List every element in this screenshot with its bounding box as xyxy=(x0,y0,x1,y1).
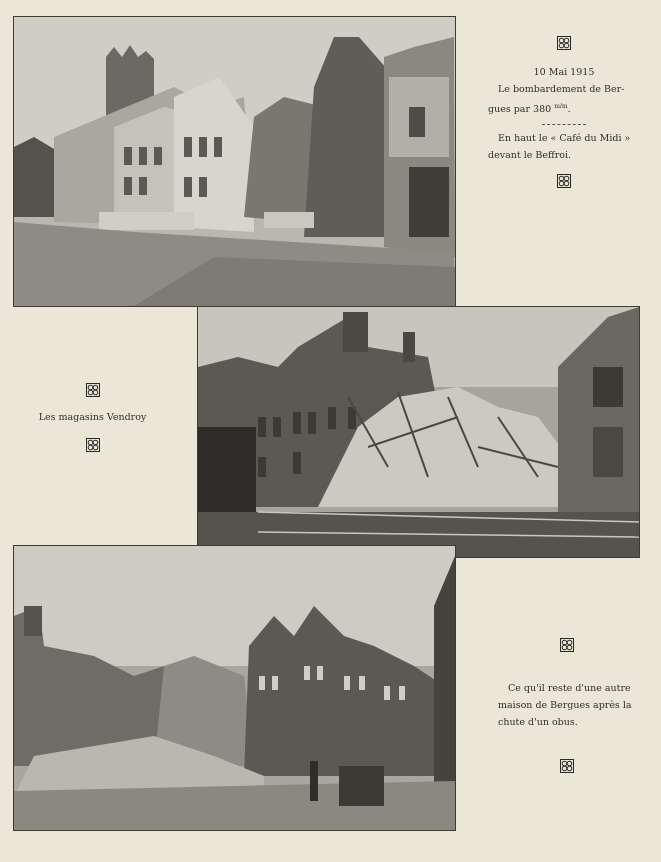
caption-line-3: En haut le « Café du Midi » xyxy=(498,133,631,145)
quatrefoil-ornament-icon xyxy=(557,36,571,50)
photo-ruined-house xyxy=(14,546,455,830)
quatrefoil-ornament-icon xyxy=(560,759,574,773)
photo-magasins-vendroy xyxy=(197,306,640,558)
quatrefoil-ornament-icon xyxy=(557,174,571,188)
quatrefoil-ornament-icon xyxy=(560,638,574,652)
caption-line-2-text: gues par 380 xyxy=(488,104,552,116)
caption-line-2-end: . xyxy=(567,104,571,116)
photo-ruined-stores xyxy=(198,307,639,557)
caption-bottom-line-3: chute d'un obus. xyxy=(498,717,578,728)
caption-line-2 xyxy=(488,98,640,118)
caption-line-1: Le bombardement de Ber- xyxy=(498,84,625,95)
caption-bottom-line-1: Ce qu'il reste d'une autre xyxy=(508,683,631,694)
photo-maison-bergues xyxy=(13,545,456,831)
caption-middle xyxy=(20,383,165,452)
quatrefoil-ornament-icon xyxy=(86,438,100,452)
caption-date: 10 Mai 1915 xyxy=(533,67,595,78)
caption-line-4: devant le Beffroi. xyxy=(488,150,572,162)
quatrefoil-ornament-icon xyxy=(86,383,100,397)
caption-bottom xyxy=(498,638,636,773)
photo-street-belfry xyxy=(14,17,455,306)
caption-divider xyxy=(542,124,586,126)
caption-bottom-line-2: maison de Bergues après la xyxy=(498,700,632,711)
photo-cafe-du-midi xyxy=(13,16,456,307)
caption-top xyxy=(488,36,640,188)
caption-vendroy: Les magasins Vendroy xyxy=(38,412,147,423)
caption-unit: m/m xyxy=(554,103,568,110)
